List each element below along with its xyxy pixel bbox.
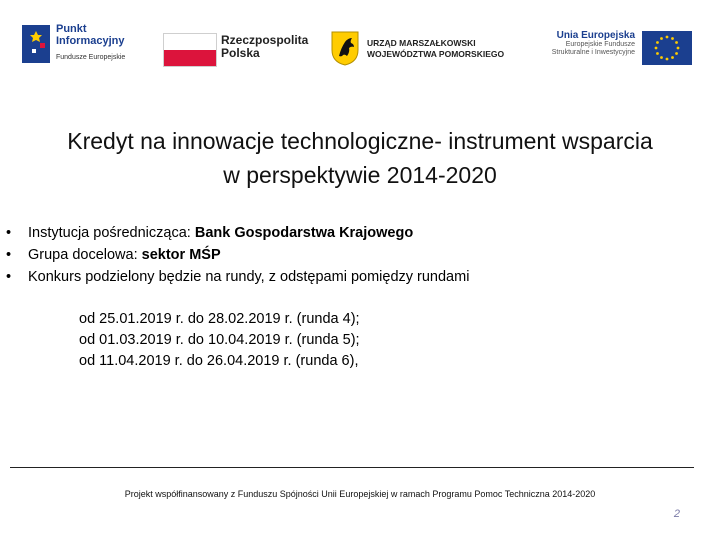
urzad-line1: URZĄD MARSZAŁKOWSKI [367, 38, 476, 48]
polska-line2: Polska [221, 46, 260, 60]
polska-line1: Rzeczpospolita [221, 33, 309, 47]
punkt-informacyjny-logo [22, 23, 157, 71]
bullet-value: sektor MŚP [141, 247, 221, 263]
urzad-line2: WOJEWÓDZTWA POMORSKIEGO [367, 49, 505, 59]
polska-text [221, 34, 308, 60]
bullet-item [6, 244, 469, 266]
unia-europejska-text [540, 30, 635, 57]
eu-star-icon [666, 36, 669, 39]
bullet-list [6, 222, 469, 288]
pomorskie-griffin-icon [330, 30, 360, 66]
title-line2: w perspektywie 2014-2020 [223, 162, 497, 188]
pi-line2: Informacyjny [56, 35, 125, 47]
round-item: od 01.03.2019 r. do 10.04.2019 r. (runda 5); [79, 332, 360, 348]
eu-star-icon [675, 41, 678, 44]
eu-star-icon [666, 58, 669, 61]
round-item: od 25.01.2019 r. do 28.02.2019 r. (runda 4); [79, 311, 360, 327]
eu-star-icon [671, 56, 674, 59]
round-item: od 11.04.2019 r. do 26.04.2019 r. (runda 6), [79, 353, 359, 369]
ue-sub2: Strukturalne i Inwestycyjne [551, 49, 635, 56]
eu-star-icon [660, 37, 663, 40]
footer-text: Projekt współfinansowany z Funduszu Spójności Unii Europejskiej w ramach Programu Pomoc Techniczna 2014-2020 [124, 489, 596, 499]
fundusze-europejskie-icon [22, 23, 52, 67]
bullet-icon: • [6, 225, 12, 241]
eu-star-icon [660, 56, 663, 59]
ue-title: Unia Europejska [556, 30, 635, 41]
eu-star-icon [656, 41, 659, 44]
footer-divider [10, 467, 694, 468]
bullet-item [6, 222, 469, 244]
bullet-label: Konkurs podzielony będzie na rundy, z odstępami pomiędzy rundami [28, 269, 470, 285]
title-line1: Kredyt na innowacje technologiczne- instrument wsparcia [67, 128, 653, 154]
pi-line3: Fundusze Europejskie [56, 54, 126, 61]
rounds-list [79, 309, 360, 372]
pi-line1: Punkt [56, 23, 87, 35]
bullet-label: Instytucja pośrednicząca: [28, 225, 195, 241]
bullet-value: Bank Gospodarstwa Krajowego [194, 225, 414, 241]
bullet-item [6, 266, 469, 288]
ue-sub1: Europejskie Fundusze [565, 41, 635, 48]
bullet-label: Grupa docelowa: [28, 247, 142, 263]
eu-star-icon [671, 37, 674, 40]
bullet-icon: • [6, 269, 12, 285]
slide-title [0, 124, 720, 192]
urzad-marszalkowski-text [367, 38, 504, 60]
eu-flag-icon [642, 31, 692, 65]
eu-star-icon [656, 52, 659, 55]
eu-star-icon [655, 47, 658, 50]
poland-flag-icon [163, 33, 217, 67]
punkt-informacyjny-text [56, 23, 124, 47]
logo-bar [0, 0, 720, 80]
eu-star-icon [677, 47, 680, 50]
page-number: 2 [673, 508, 680, 520]
eu-star-icon [675, 52, 678, 55]
bullet-icon: • [6, 247, 12, 263]
